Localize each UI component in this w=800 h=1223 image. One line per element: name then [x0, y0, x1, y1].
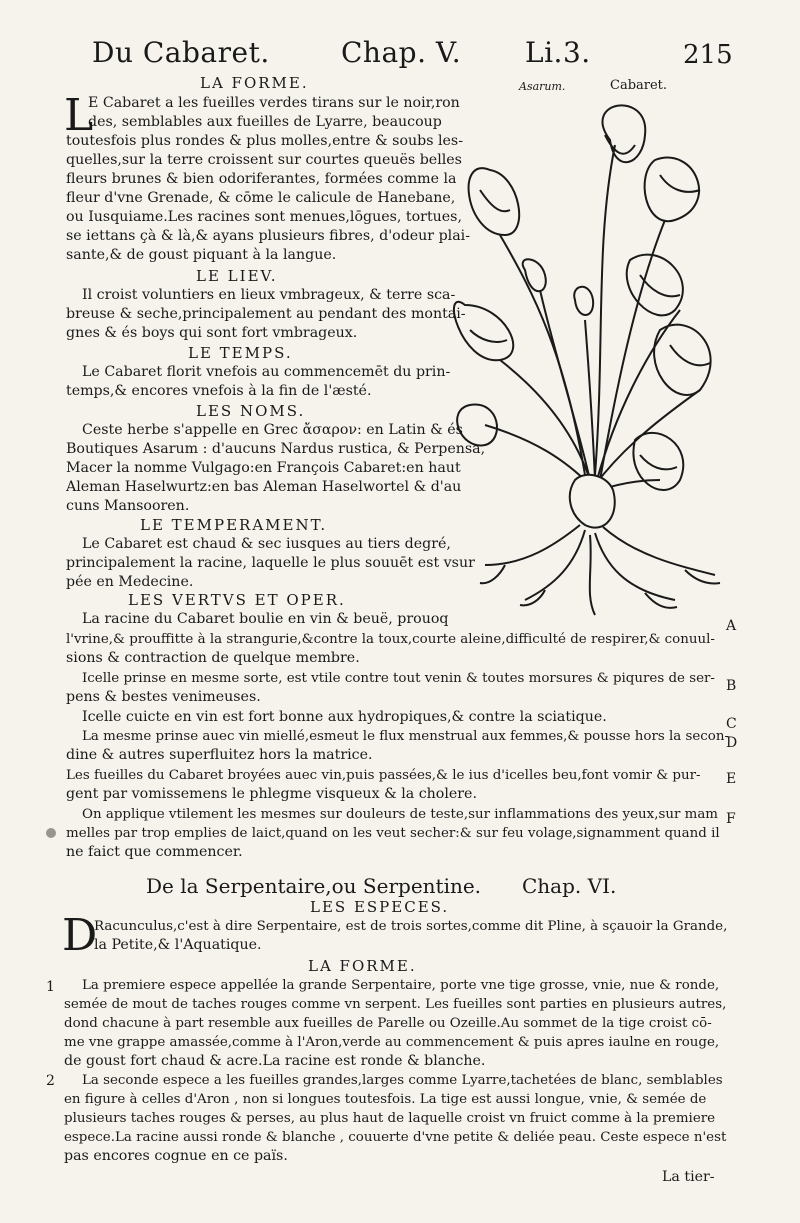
item-number: 1	[46, 979, 55, 995]
text-line: Icelle cuicte en vin est fort bonne aux hydropiques,& contre la sciatique.	[82, 709, 607, 725]
text-line: ou Iusquiame.Les racines sont menues,lōgues, tortues,	[66, 209, 462, 225]
text-line: des, semblables aux fueilles de Lyarre, beaucoup	[88, 114, 442, 130]
section-heading-lieu: LE LIEV.	[196, 267, 278, 285]
margin-letter: E	[726, 771, 737, 787]
text-line: E Cabaret a les fueilles verdes tirans sur le noir,ron	[88, 95, 460, 111]
margin-letter: B	[726, 678, 737, 694]
text-line: On applique vtilement les mesmes sur douleurs de teste,sur inflammations des yeux,sur mam	[82, 807, 719, 822]
text-line: fleur d'vne Grenade, & cōme le calicule de Hanebane,	[66, 190, 456, 206]
running-title: Du Cabaret.	[92, 36, 270, 69]
text-line: Racunculus,c'est à dire Serpentaire, est de trois sortes,comme dit Pline, à sçauoir la Grande,	[94, 919, 728, 934]
text-line: pens & bestes venimeuses.	[66, 689, 261, 705]
text-line: Ceste herbe s'appelle en Grec ἄσαρον: en Latin & és	[82, 422, 463, 438]
text-line: melles par trop emplies de laict,quand on les veut secher:& sur feu volage,signamment quand il	[66, 826, 720, 841]
drop-cap: D	[62, 910, 98, 961]
text-line: pas encores cognue en ce païs.	[64, 1148, 288, 1164]
text-line: fleurs brunes & bien odoriferantes, formées comme la	[66, 171, 457, 187]
text-line: La mesme prinse auec vin miellé,esmeut le flux menstrual aux femmes,& pousse hors la secon-	[82, 729, 730, 744]
text-line: Les fueilles du Cabaret broyées auec vin,puis passées,& le ius d'icelles beu,font vomir & pur-	[66, 768, 701, 783]
text-line: Le Cabaret est chaud & sec iusques au tiers degré,	[82, 536, 451, 552]
text-line: ne faict que commencer.	[66, 844, 243, 860]
text-line: la Petite,& l'Aquatique.	[94, 937, 262, 953]
margin-letter: A	[726, 618, 737, 634]
text-line: l'vrine,& prouffitte à la strangurie,&contre la toux,courte aleine,difficulté de respirer,& conuul-	[66, 632, 715, 647]
text-line: toutesfois plus rondes & plus molles,entre & soubs les-	[66, 133, 464, 149]
page-number: 215	[683, 40, 733, 70]
text-line: sante,& de goust piquant à la langue.	[66, 247, 337, 263]
text-line: me vne grappe amassée,comme à l'Aron,verde au commencement & puis apres iaulne en rouge,	[64, 1035, 720, 1050]
text-line: Macer la nomme Vulgago:en François Cabaret:en haut	[66, 460, 461, 476]
punch-hole-dot	[46, 828, 56, 838]
book-label: Li.3.	[525, 36, 591, 69]
text-line: breuse & seche,principalement au pendant des montai-	[66, 306, 466, 322]
text-line: en figure à celles d'Aron , non si longues toutesfois. La tige est aussi longue, vnie, & semée de	[64, 1092, 707, 1107]
catchword: La tier-	[662, 1169, 715, 1185]
text-line: Icelle prinse en mesme sorte, est vtile contre tout venin & toutes morsures & piqures de ser-	[82, 671, 715, 686]
drop-cap: L	[64, 90, 94, 141]
section-heading-noms: LES NOMS.	[196, 402, 306, 420]
text-line: Le Cabaret florit vnefois au commencemēt du prin-	[82, 364, 451, 380]
text-line: plusieurs taches rouges & perses, au plus haut de laquelle croist vn fruict comme à la premiere	[64, 1111, 716, 1126]
section-heading-temperament: LE TEMPERAMENT.	[140, 516, 328, 534]
chapter6-label: Chap. VI.	[522, 874, 617, 898]
asarum-plant-illustration	[445, 95, 735, 625]
margin-letter: D	[726, 735, 738, 751]
item-number: 2	[46, 1073, 55, 1089]
section-heading-especes: LES ESPECES.	[310, 898, 450, 916]
section-heading-temps: LE TEMPS.	[188, 344, 293, 362]
section-heading-vertus: LES VERTVS ET OPER.	[128, 591, 346, 609]
text-line: principalement la racine, laquelle le plus souuēt est vsur	[66, 555, 475, 571]
figure-caption-french: Cabaret.	[610, 78, 668, 93]
text-line: dond chacune à part resemble aux fueilles de Parelle ou Ozeille.Au sommet de la tige croist cō-	[64, 1016, 712, 1031]
text-line: La seconde espece a les fueilles grandes,larges comme Lyarre,tachetées de blanc, semblables	[82, 1073, 723, 1088]
text-line: gent par vomissemens le phlegme visqueux & la cholere.	[66, 786, 477, 802]
figure-caption-latin: Asarum.	[519, 80, 566, 93]
text-line: dine & autres superfluitez hors la matrice.	[66, 747, 373, 763]
text-line: quelles,sur la terre croissent sur courtes queuës belles	[66, 152, 462, 168]
text-line: Boutiques Asarum : d'aucuns Nardus rustica, & Perpensa,	[66, 441, 486, 457]
text-line: pée en Medecine.	[66, 574, 194, 590]
section-heading-forme: LA FORME.	[200, 74, 309, 92]
text-line: cuns Mansooren.	[66, 498, 190, 514]
text-line: gnes & és boys qui sont fort vmbrageux.	[66, 325, 358, 341]
section-heading-forme-2: LA FORME.	[308, 957, 417, 975]
text-line: de goust fort chaud & acre.La racine est ronde & blanche.	[64, 1053, 486, 1069]
text-line: semée de mout de taches rouges comme vn serpent. Les fueilles sont parties en plusieurs autres,	[64, 997, 727, 1012]
margin-letter: C	[726, 716, 737, 732]
text-line: temps,& encores vnefois à la fin de l'æsté.	[66, 383, 372, 399]
text-line: espece.La racine aussi ronde & blanche , couuerte d'vne petite & deliée peau. Ceste espece n'est	[64, 1130, 727, 1145]
text-line: Il croist voluntiers en lieux vmbrageux, & terre sca-	[82, 287, 456, 303]
text-line: Aleman Haselwurtz:en bas Aleman Haselwortel & d'au	[66, 479, 462, 495]
text-line: La racine du Cabaret boulie en vin & beuë, prouoq	[82, 611, 449, 627]
text-line: se iettans çà & là,& ayans plusieurs fibres, d'odeur plai-	[66, 228, 471, 244]
text-line: sions & contraction de quelque membre.	[66, 650, 360, 666]
text-line: La premiere espece appellée la grande Serpentaire, porte vne tige grosse, vnie, nue & ronde,	[82, 978, 720, 993]
margin-letter: F	[726, 811, 736, 827]
chapter-label: Chap. V.	[341, 36, 462, 69]
chapter6-title: De la Serpentaire,ou Serpentine.	[146, 874, 482, 898]
